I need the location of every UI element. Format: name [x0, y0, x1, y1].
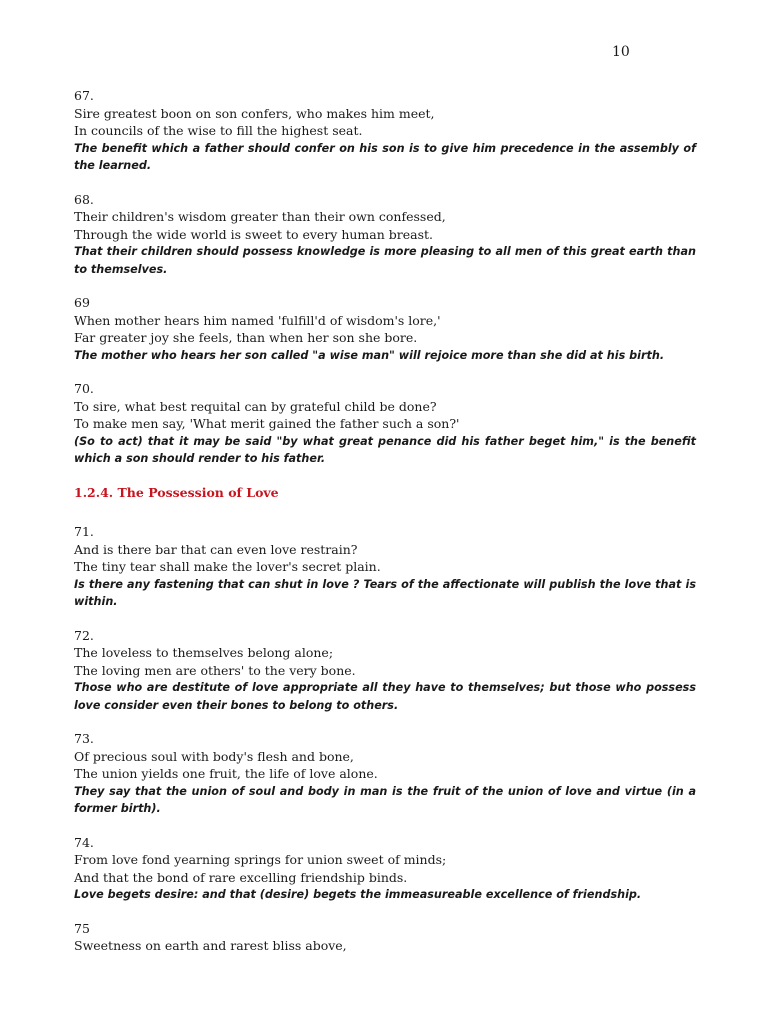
verse-number: 71.: [74, 524, 94, 539]
verse-line: The loveless to themselves belong alone;: [74, 645, 334, 660]
verse-translation: (So to act) that it may be said "by what great penance did his father beget him," is the benefit which a son should render to his father.: [74, 434, 696, 465]
verse-68: [74, 191, 696, 279]
verse-73: [74, 730, 696, 818]
verse-translation: Love begets desire: and that (desire) begets the immeasureable excellence of friendship.: [74, 888, 642, 901]
verse-line: Sweetness on earth and rarest bliss above,: [74, 938, 347, 953]
verse-number: 69: [74, 295, 90, 310]
verse-line: The union yields one fruit, the life of love alone.: [74, 766, 378, 781]
verse-line: Far greater joy she feels, than when her son she bore.: [74, 330, 418, 345]
verse-71: [74, 523, 696, 611]
verse-translation: Those who are destitute of love appropriate all they have to themselves; but those who possess love consider even their bones to belong to others.: [74, 681, 696, 712]
verse-line: And that the bond of rare excelling friendship binds.: [74, 869, 408, 885]
verse-line: Their children's wisdom greater than their own confessed,: [74, 209, 446, 224]
verse-67: [74, 87, 696, 175]
verse-69: [74, 294, 696, 364]
page-number: 10: [612, 44, 630, 60]
verse-translation: That their children should possess knowledge is more pleasing to all men of this great earth than to themselves.: [74, 245, 696, 276]
verse-line: And is there bar that can even love restrain?: [74, 541, 358, 557]
verse-number: 73.: [74, 731, 94, 746]
verse-line: Through the wide world is sweet to every human breast.: [74, 226, 434, 242]
verse-line: To sire, what best requital can by grateful child be done?: [74, 398, 437, 414]
verse-translation: Is there any fastening that can shut in love ? Tears of the affectionate will publish the love that is within.: [74, 577, 696, 608]
section-heading: 1.2.4. The Possession of Love: [74, 484, 279, 500]
verse-translation: The mother who hears her son called "a wise man" will rejoice more than she did at his birth.: [74, 348, 665, 362]
verse-translation: They say that the union of soul and body in man is the fruit of the union of love and virtue (in a former birth).: [74, 784, 696, 815]
verse-72: [74, 627, 696, 715]
verse-line: The loving men are others' to the very bone.: [74, 662, 356, 678]
verse-line: Sire greatest boon on son confers, who makes him meet,: [74, 105, 435, 121]
verse-line: In councils of the wise to fill the highest seat.: [74, 123, 363, 138]
verse-74: [74, 834, 696, 904]
verse-70: [74, 380, 696, 468]
verse-number: 74.: [74, 834, 94, 850]
verse-75: [74, 920, 696, 955]
verse-translation: The benefit which a father should confer on his son is to give him precedence in the assembly of the learned.: [74, 141, 696, 172]
verse-number: 68.: [74, 191, 94, 207]
verse-line: Of precious soul with body's flesh and bone,: [74, 748, 354, 764]
verse-number: 75: [74, 920, 90, 936]
verse-line: The tiny tear shall make the lover's secret plain.: [74, 559, 381, 574]
document-body: [74, 87, 696, 971]
verse-number: 67.: [74, 88, 94, 103]
verse-line: From love fond yearning springs for union sweet of minds;: [74, 852, 447, 867]
verse-line: To make men say, 'What merit gained the father such a son?': [74, 416, 460, 431]
verse-line: When mother hears him named 'fulfill'd of wisdom's lore,': [74, 312, 441, 328]
verse-number: 72.: [74, 627, 94, 643]
verse-number: 70.: [74, 381, 94, 396]
